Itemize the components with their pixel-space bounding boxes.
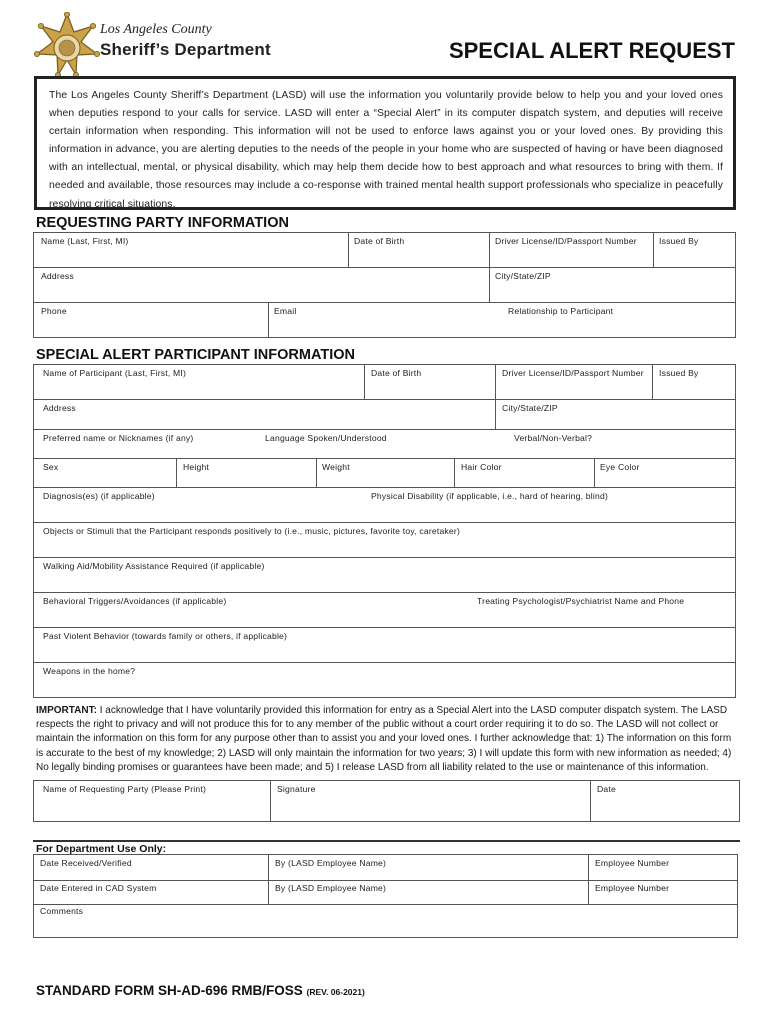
form-revision: (REV. 06-2021)	[306, 987, 365, 997]
requesting-city-field[interactable]: City/State/ZIP	[495, 271, 551, 281]
date-received-field[interactable]: Date Received/Verified	[40, 858, 132, 868]
department-section-title: For Department Use Only:	[36, 843, 167, 855]
participant-dob-field[interactable]: Date of Birth	[371, 368, 422, 378]
participant-name-field[interactable]: Name of Participant (Last, First, MI)	[43, 368, 187, 378]
requesting-address-field[interactable]: Address	[41, 271, 74, 281]
requesting-section-title: REQUESTING PARTY INFORMATION	[36, 215, 289, 231]
participant-diagnosis-field[interactable]: Diagnosis(es) (if applicable)	[43, 491, 155, 501]
important-label: IMPORTANT:	[36, 705, 97, 716]
participant-disability-field[interactable]: Physical Disability (if applicable, i.e., hard of hearing, blind)	[371, 491, 609, 501]
entered-by-field[interactable]: By (LASD Employee Name)	[275, 883, 387, 893]
important-text: I acknowledge that I have voluntarily provided this information for entry as a Special Alert into the LASD computer dispatch system. The LASD respects the right to privacy and will not produce this for to any member of the public without a court order requiring it to do so. The LASD will not collect or maintain the information on this form for any purpose other than to assist you and your loved ones. I further acknowledge that: 1) The information on this form is accurate to the best of my knowledge; 2) LASD will only maintain the information for two years; 3) I will update this form with new information as needed; 4) No legally binding promises or guarantees have been made; and 5) I release LASD from all liability related to the use or maintenance of this information.	[36, 705, 732, 773]
agency-name-line1: Los Angeles County	[100, 22, 212, 37]
signature-date-field[interactable]: Date	[597, 784, 616, 794]
requesting-phone-field[interactable]: Phone	[41, 306, 67, 316]
participant-sex-field[interactable]: Sex	[43, 462, 59, 472]
participant-height-field[interactable]: Height	[183, 462, 210, 472]
participant-walking-field[interactable]: Walking Aid/Mobility Assistance Required (if applicable)	[43, 561, 265, 571]
requesting-name-field[interactable]: Name (Last, First, MI)	[41, 236, 129, 246]
participant-weight-field[interactable]: Weight	[322, 462, 350, 472]
participant-verbal-field[interactable]: Verbal/Non-Verbal?	[514, 433, 593, 443]
requesting-row-3	[33, 302, 736, 338]
form-number: STANDARD FORM SH-AD-696 RMB/FOSS	[36, 983, 303, 998]
participant-objects-field[interactable]: Objects or Stimuli that the Participant responds positively to (i.e., music, pictures, favorite toy, caretaker)	[43, 526, 461, 536]
requesting-party-name-field[interactable]: Name of Requesting Party (Please Print)	[43, 784, 207, 794]
participant-license-field[interactable]: Driver License/ID/Passport Number	[502, 368, 644, 378]
participant-row-2	[33, 399, 736, 430]
requesting-issued-by-field[interactable]: Issued By	[659, 236, 699, 246]
requesting-row-2	[33, 267, 736, 303]
received-by-field[interactable]: By (LASD Employee Name)	[275, 858, 387, 868]
requesting-email-field[interactable]: Email	[274, 306, 297, 316]
form-number-footer	[36, 983, 365, 998]
signature-field[interactable]: Signature	[277, 784, 316, 794]
requesting-dob-field[interactable]: Date of Birth	[354, 236, 405, 246]
comments-field[interactable]: Comments	[40, 906, 84, 916]
form-title: SPECIAL ALERT REQUEST	[448, 38, 735, 63]
participant-eye-field[interactable]: Eye Color	[600, 462, 640, 472]
participant-nickname-field[interactable]: Preferred name or Nicknames (if any)	[43, 433, 194, 443]
sheriff-star-badge-icon	[33, 12, 101, 78]
participant-weapons-field[interactable]: Weapons in the home?	[43, 666, 136, 676]
participant-hair-field[interactable]: Hair Color	[461, 462, 502, 472]
participant-section-title: SPECIAL ALERT PARTICIPANT INFORMATION	[36, 347, 355, 363]
important-notice	[36, 704, 738, 775]
date-entered-field[interactable]: Date Entered in CAD System	[40, 883, 157, 893]
requesting-relationship-field[interactable]: Relationship to Participant	[508, 306, 614, 316]
agency-name-line2: Sheriff’s Department	[100, 40, 271, 59]
participant-violent-field[interactable]: Past Violent Behavior (towards family or others, if applicable)	[43, 631, 288, 641]
intro-box	[34, 76, 736, 210]
requesting-license-field[interactable]: Driver License/ID/Passport Number	[495, 236, 637, 246]
participant-triggers-field[interactable]: Behavioral Triggers/Avoidances (if applicable)	[43, 596, 227, 606]
participant-city-field[interactable]: City/State/ZIP	[502, 403, 558, 413]
participant-issued-by-field[interactable]: Issued By	[659, 368, 699, 378]
participant-language-field[interactable]: Language Spoken/Understood	[265, 433, 387, 443]
employee-number-field-2[interactable]: Employee Number	[595, 883, 670, 893]
participant-row-10	[33, 662, 736, 698]
employee-number-field-1[interactable]: Employee Number	[595, 858, 670, 868]
participant-psychologist-field[interactable]: Treating Psychologist/Psychiatrist Name and Phone	[477, 596, 685, 606]
department-divider	[33, 840, 740, 842]
participant-address-field[interactable]: Address	[43, 403, 76, 413]
intro-text: The Los Angeles County Sheriff’s Department (LASD) will use the information you voluntarily provide below to help you and your loved ones when deputies respond to your calls for service. LASD will enter a “Special Alert” in its computer dispatch system, and deputies will receive certain information when responding. This information will not be used to enforce laws against you or your loved ones. By providing this information in advance, you are alerting deputies to the needs of the people in your home who are suspected of having or have been diagnosed with an intellectual, mental, or physical disability, which may help them decide how to best approach and what resources to bring with them. If needed and available, those resources may include a co-response with trained mental health support professionals who specialize in peacefully resolving critical situations.	[49, 90, 723, 210]
